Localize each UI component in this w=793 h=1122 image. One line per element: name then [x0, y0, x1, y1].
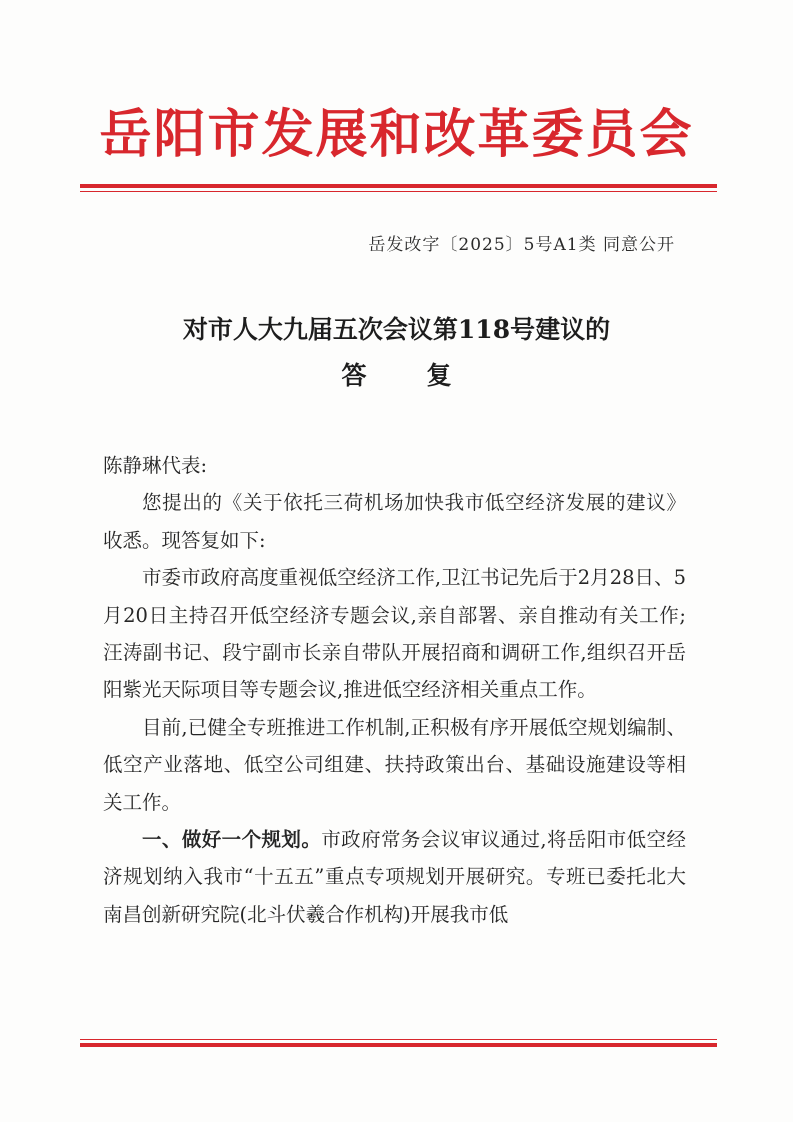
paragraph-acknowledgement: 您提出的《关于依托三荷机场加快我市低空经济发展的建议》收悉。现答复如下: — [103, 491, 686, 552]
footer-rule-thick — [80, 1043, 717, 1047]
paragraph-leadership: 市委市政府高度重视低空经济工作,卫江书记先后于2月28日、5月20日主持召开低空经济专题会议,亲自部署、亲自推动有关工作;汪涛副书记、段宁副市长亲自带队开展招商和调研工作,组织召开岳阳紫光天际项目等专题会议,推进低空经济相关重点工作。 — [103, 566, 686, 702]
paragraph-mechanism: 目前,已健全专班推进工作机制,正积极有序开展低空规划编制、低空产业落地、低空公司组建、扶持政策出台、基础设施建设等相关工作。 — [103, 715, 686, 814]
letterhead-rule-thick — [80, 184, 717, 188]
reply-title: 对市人大九届五次会议第118号建议的 — [182, 315, 611, 344]
letterhead-org-name: 岳阳市发展和改革委员会 — [99, 105, 694, 165]
footer-rule-thin — [80, 1039, 717, 1040]
reply-subtitle: 答复 — [341, 361, 512, 390]
body-text — [103, 447, 686, 933]
paragraph-section-1 — [103, 821, 686, 933]
letterhead-rule-thin — [80, 191, 717, 192]
document-number: 岳发改字〔2025〕5号A1类 同意公开 — [368, 235, 675, 255]
section-1-text: 市政府常务会议审议通过,将岳阳市低空经济规划纳入我市“十五五”重点专项规划开展研究。专班已委托北大南昌创新研究院(北斗伏羲合作机构)开展我市低 — [103, 828, 686, 926]
salutation: 陈静琳代表: — [103, 454, 208, 477]
section-1-heading: 一、做好一个规划。 — [142, 828, 322, 852]
